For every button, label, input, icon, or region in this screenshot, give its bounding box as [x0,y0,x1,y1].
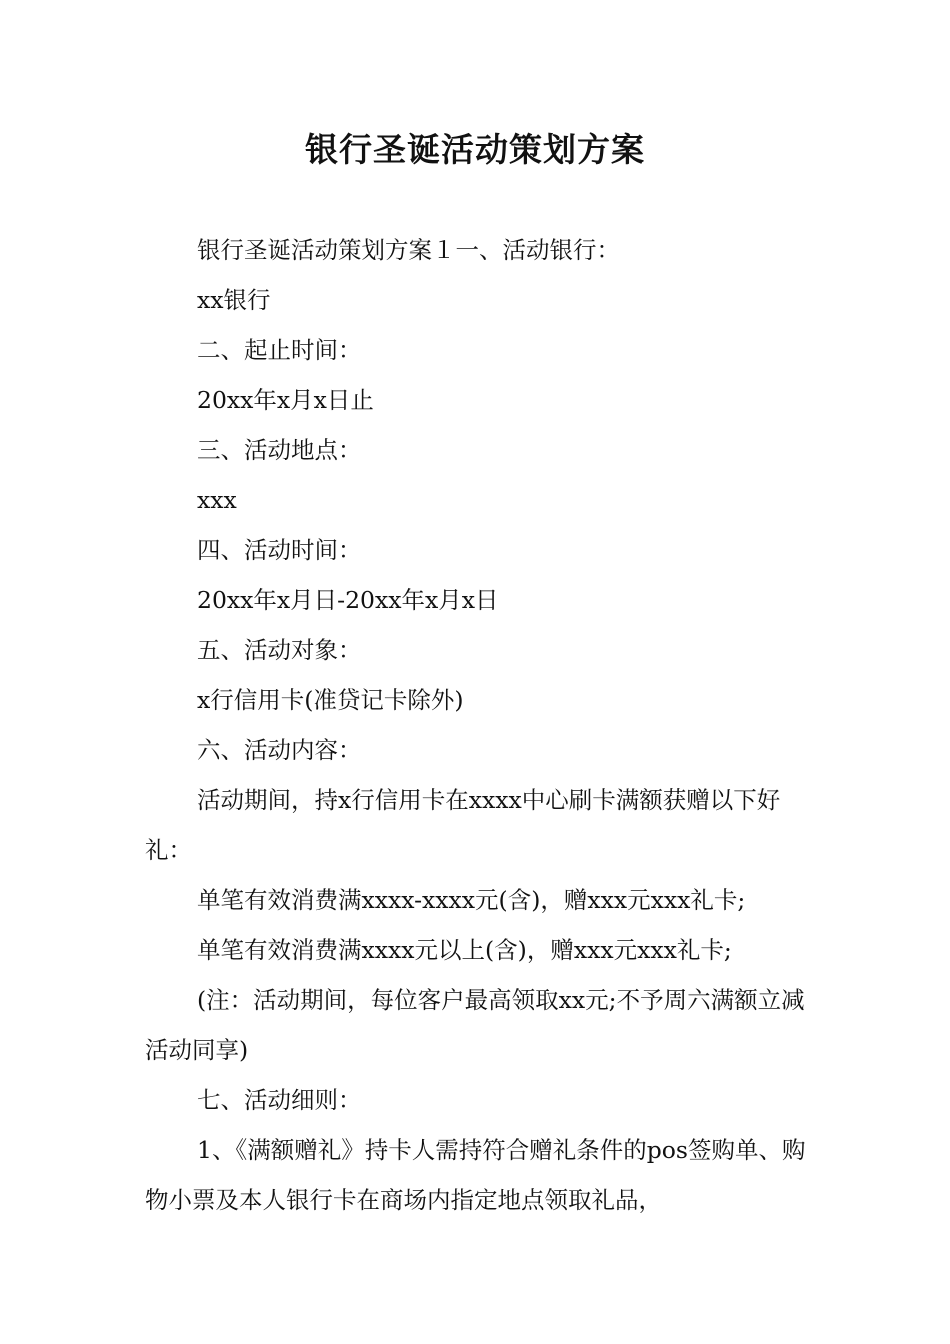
paragraph: 六、活动内容： [197,736,362,764]
document-title: 银行圣诞活动策划方案 [305,130,645,169]
paragraph: 活动期间，持x行信用卡在xxxx中心刷卡满额获赠以下好礼： [145,786,781,864]
paragraph: 20xx年x月x日止 [197,386,374,414]
paragraph: 四、活动时间： [197,536,362,564]
paragraph: 二、起止时间： [197,336,362,364]
paragraph: xx银行 [197,286,271,314]
paragraph: xxx [197,486,237,514]
paragraph: 银行圣诞活动策划方案１一、活动银行： [197,236,620,264]
paragraph: 单笔有效消费满xxxx-xxxx元(含)，赠xxx元xxx礼卡; [197,886,746,914]
paragraph: (注：活动期间，每位客户最高领取xx元;不予周六满额立减活动同享) [145,986,805,1064]
paragraph: 五、活动对象： [197,636,362,664]
document-body [145,225,813,1225]
paragraph: 20xx年x月日-20xx年x月x日 [197,586,499,614]
paragraph: 单笔有效消费满xxxx元以上(含)，赠xxx元xxx礼卡; [197,936,732,964]
paragraph: x行信用卡(准贷记卡除外) [197,686,464,714]
paragraph: 七、活动细则： [197,1086,362,1114]
paragraph: 三、活动地点： [197,436,362,464]
paragraph: 1、《满额赠礼》持卡人需持符合赠礼条件的pos签购单、购物小票及本人银行卡在商场内指定地点领取礼品， [145,1136,806,1214]
